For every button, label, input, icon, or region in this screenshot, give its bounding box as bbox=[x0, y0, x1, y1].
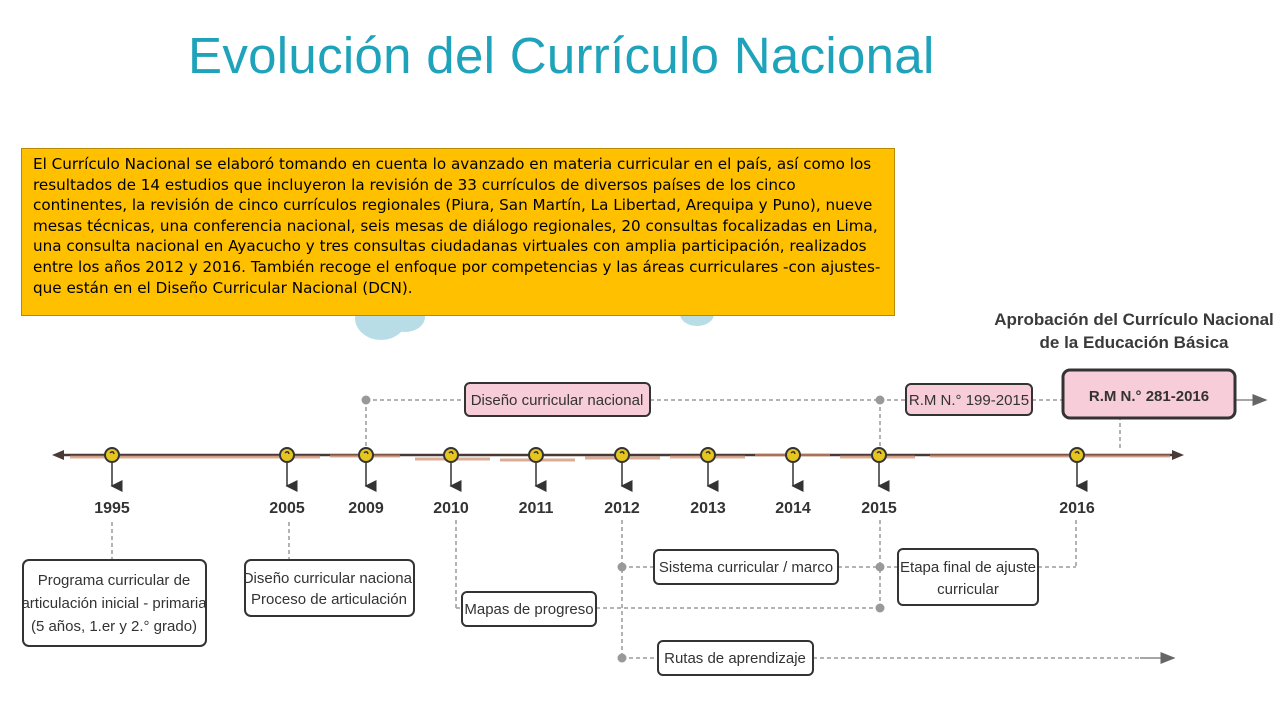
axis-left-arrow-icon bbox=[52, 450, 64, 460]
diseno-proceso-box bbox=[243, 560, 416, 616]
svg-text:articulación inicial - primari: articulación inicial - primaria bbox=[21, 595, 207, 612]
svg-text:R.M N.° 281-2016: R.M N.° 281-2016 bbox=[1088, 388, 1210, 405]
connector-dot bbox=[618, 563, 627, 572]
year-label: 2012 bbox=[604, 500, 640, 517]
aprobacion-line2: de la Educación Básica bbox=[1039, 333, 1229, 352]
year-marker-icon bbox=[280, 448, 294, 462]
year-label: 2015 bbox=[861, 500, 897, 517]
year-label: 2011 bbox=[518, 500, 554, 517]
mapas-de-progreso-box bbox=[462, 592, 596, 626]
year-label: 2013 bbox=[690, 500, 726, 517]
svg-text:Diseño curricular nacional: Diseño curricular nacional bbox=[470, 392, 644, 409]
year-label: 2010 bbox=[433, 500, 469, 517]
page-title: Evolución del Currículo Nacional bbox=[188, 27, 935, 84]
year-marker-icon bbox=[872, 448, 886, 462]
connector-dot bbox=[876, 396, 885, 405]
connector-dot bbox=[876, 604, 885, 613]
connector-dot bbox=[618, 654, 627, 663]
year-marker-icon bbox=[701, 448, 715, 462]
etapa-final-box bbox=[898, 549, 1038, 605]
axis-right-arrow-icon bbox=[1172, 450, 1184, 460]
diseno-curricular-nacional-box bbox=[465, 383, 650, 416]
description-note: El Currículo Nacional se elaboró tomando en cuenta lo avanzado en materia curricular en el país, así como los resultados de 14 estudios que incluyeron la revisión de 33 currículos de diversos países de los cinco continentes, la revisión de cinco currículos regionales (Piura, San Martín, La Libertad, Arequipa y Puno), nueve mesas técnicas, una conferencia nacional, seis mesas de diálogo regionales, 20 consultas focalizadas en Lima, una consulta nacional en Ayacucho y tres consultas ciudadanas virtuales con amplia participación, realizados entre los años 2012 y 2016. También recoge el enfoque por competencias y las áreas curriculares -con ajustes- que están en el Diseño Curricular Nacional (DCN). bbox=[21, 148, 895, 316]
year-marker-icon bbox=[786, 448, 800, 462]
svg-text:Proceso de articulación: Proceso de articulación bbox=[251, 591, 407, 608]
svg-text:R.M N.° 199-2015: R.M N.° 199-2015 bbox=[908, 392, 1030, 409]
year-label: 2016 bbox=[1059, 500, 1095, 517]
svg-text:Rutas de aprendizaje: Rutas de aprendizaje bbox=[664, 650, 806, 667]
programa-curricular-box bbox=[21, 560, 207, 646]
year-marker-icon bbox=[359, 448, 373, 462]
year-label: 2009 bbox=[348, 500, 384, 517]
connector-dot bbox=[876, 563, 885, 572]
svg-text:Mapas de progreso: Mapas de progreso bbox=[464, 601, 594, 618]
svg-text:Etapa final de ajuste: Etapa final de ajuste bbox=[900, 559, 1036, 576]
connector-dot bbox=[362, 396, 371, 405]
svg-text:Diseño curricular nacional: Diseño curricular nacional bbox=[242, 570, 416, 587]
year-marker-icon bbox=[615, 448, 629, 462]
svg-text:(5 años, 1.er y 2.° grado): (5 años, 1.er y 2.° grado) bbox=[30, 618, 198, 635]
year-label: 2005 bbox=[269, 500, 305, 517]
year-label: 2014 bbox=[775, 500, 811, 517]
year-marker-icon bbox=[105, 448, 119, 462]
svg-text:curricular: curricular bbox=[937, 581, 999, 598]
rutas-de-aprendizaje-box bbox=[658, 641, 813, 675]
sistema-curricular-box bbox=[654, 550, 838, 584]
rm-199-2015-box bbox=[906, 384, 1032, 415]
year-marker-icon bbox=[529, 448, 543, 462]
svg-text:Sistema curricular / marco: Sistema curricular / marco bbox=[658, 559, 834, 576]
aprobacion-line1: Aprobación del Currículo Nacional bbox=[994, 310, 1274, 329]
year-label: 1995 bbox=[94, 500, 130, 517]
year-marker-icon bbox=[444, 448, 458, 462]
svg-text:Programa curricular de: Programa curricular de bbox=[37, 572, 191, 589]
rm-281-2016-box bbox=[1063, 370, 1235, 418]
year-marker-icon bbox=[1070, 448, 1084, 462]
